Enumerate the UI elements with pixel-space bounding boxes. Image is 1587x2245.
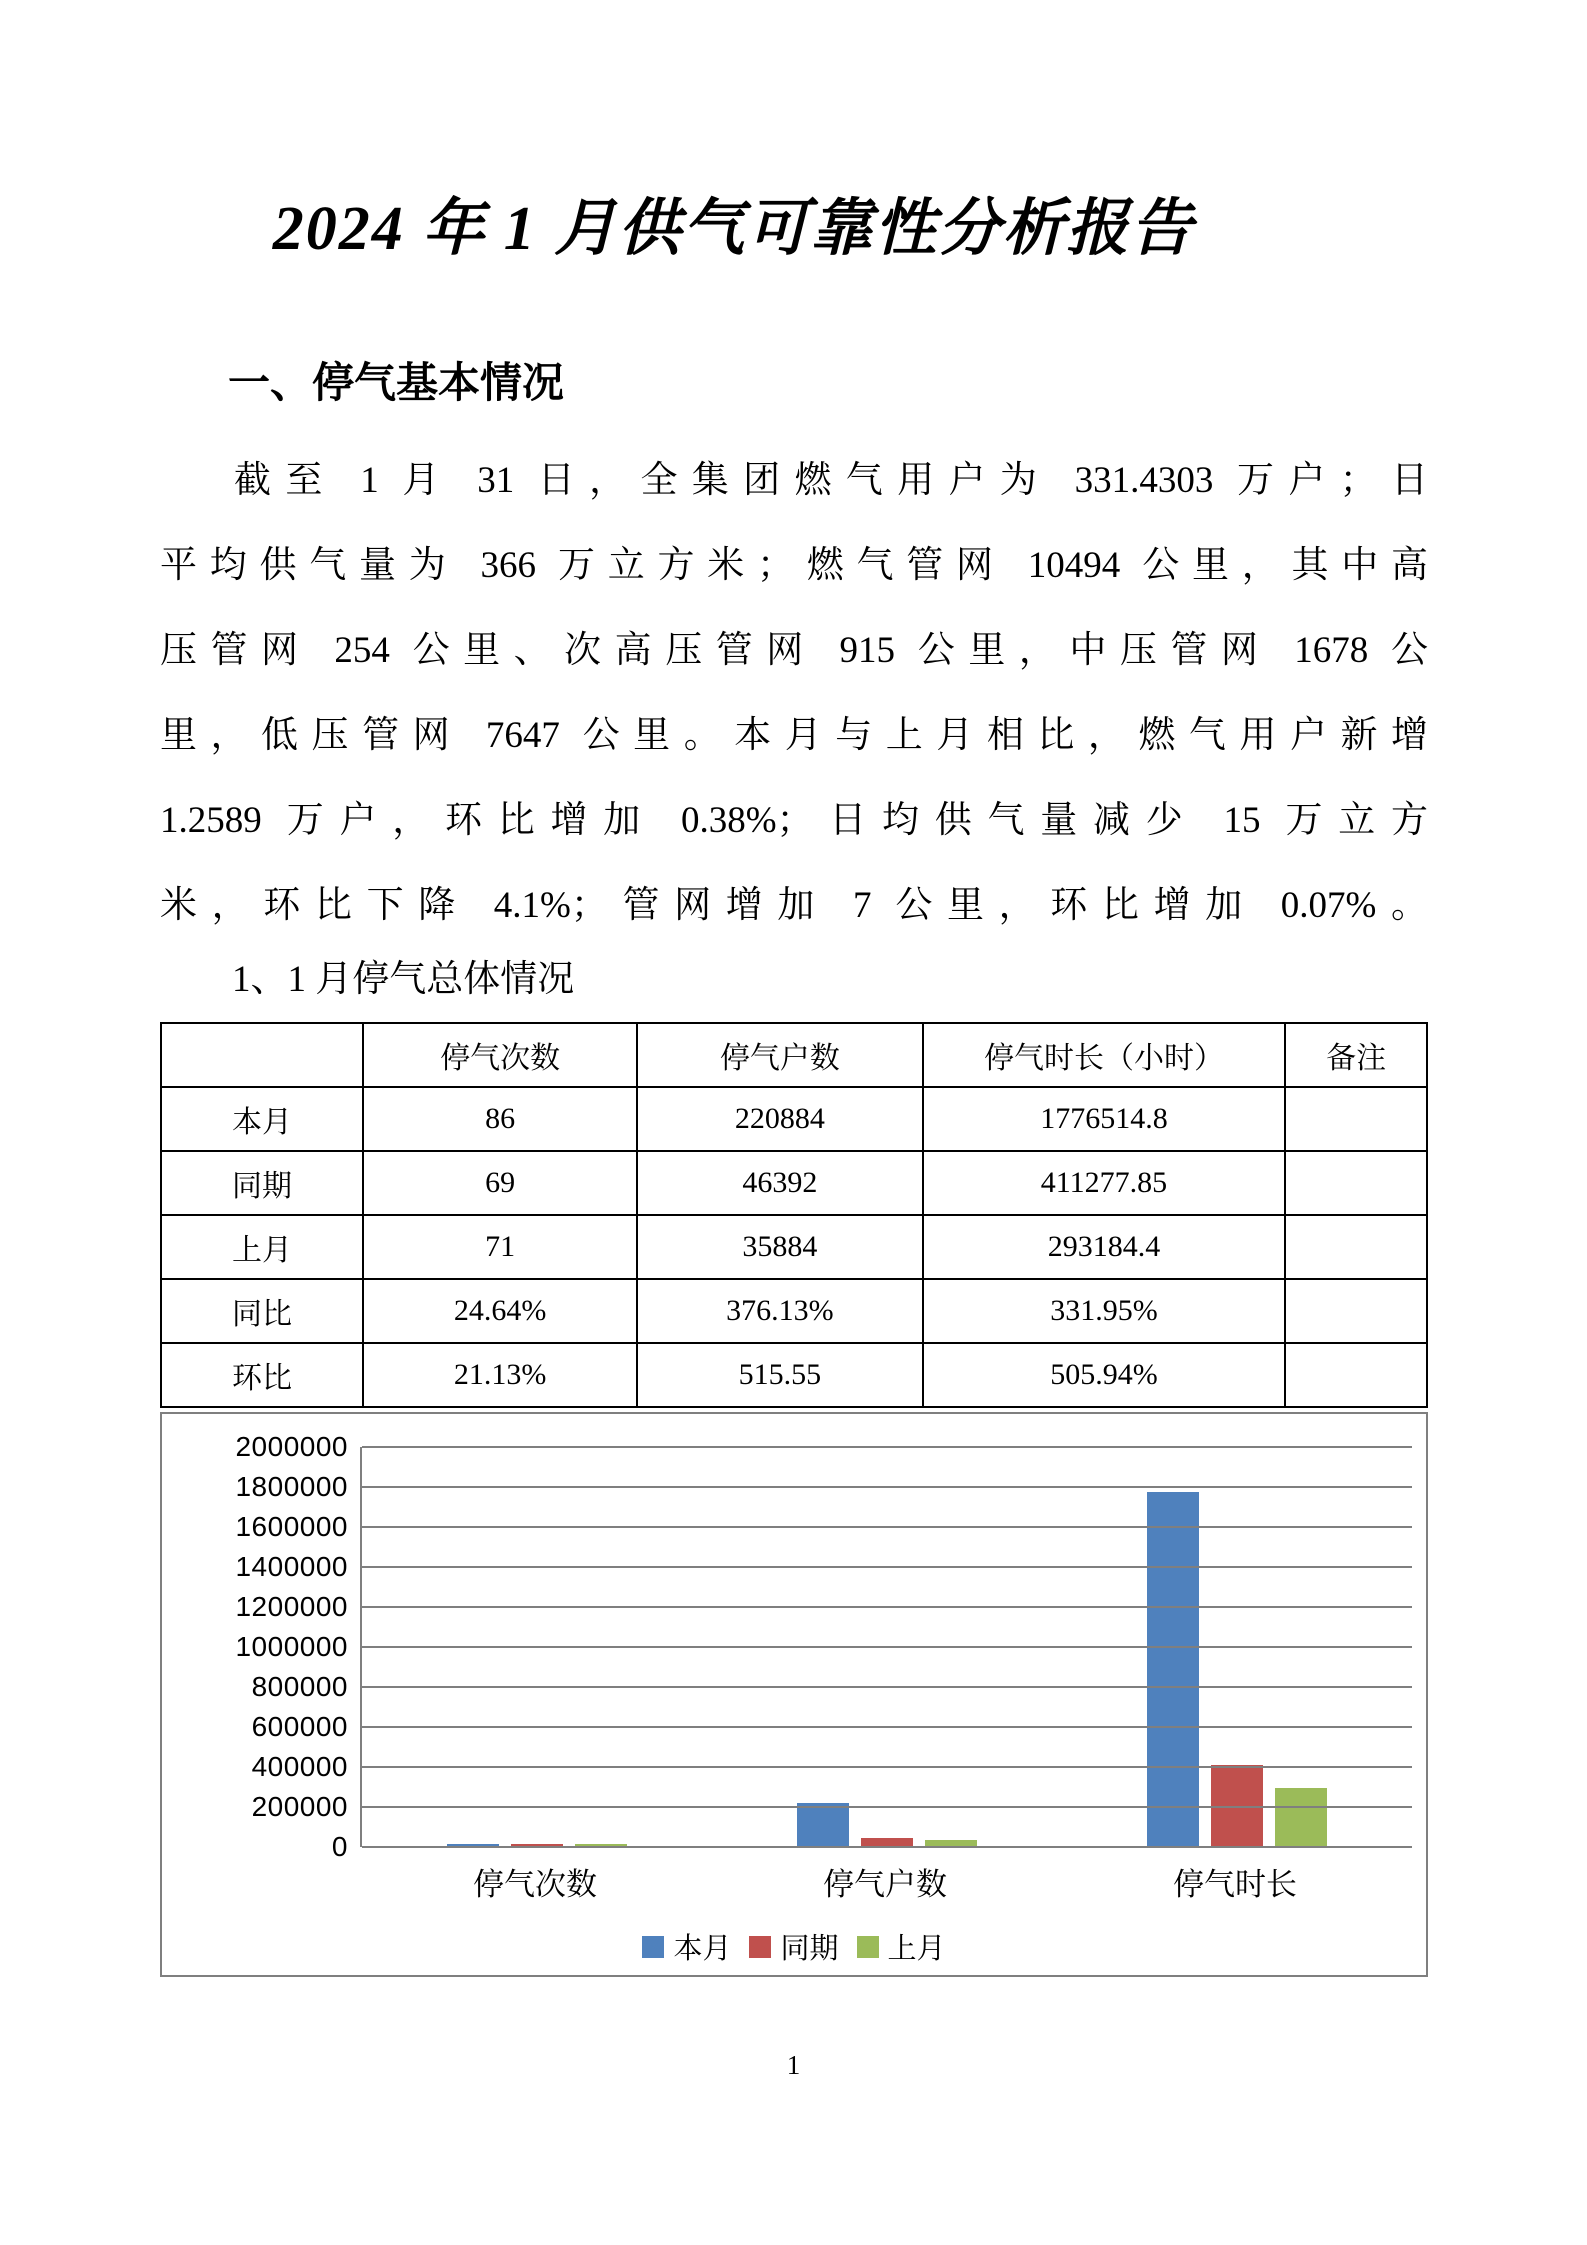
- bar-本月-停气户数: [797, 1803, 849, 1847]
- table-row: [161, 1087, 1427, 1151]
- bar-本月-停气时长: [1147, 1492, 1199, 1847]
- paragraph-line: 米，环比下降 4.1%；管网增加 7 公里，环比增加 0.07%。: [160, 885, 1428, 926]
- paragraph-line: 截至 1 月 31 日，全集团燃气用户为 331.4303 万户；日: [234, 460, 1428, 501]
- outage-bar-chart: [160, 1412, 1428, 1977]
- header-cell-hours: 停气时长（小时）: [923, 1023, 1286, 1087]
- row-label: 同期: [161, 1151, 363, 1215]
- y-tick-label: 400000: [251, 1751, 348, 1782]
- gridline: [362, 1446, 1412, 1448]
- gridline: [362, 1526, 1412, 1528]
- cell: 293184.4: [923, 1215, 1286, 1279]
- legend-item: [857, 1926, 946, 1967]
- cell: [1285, 1343, 1427, 1407]
- legend-label: 本月: [673, 1933, 732, 1965]
- section-heading: 一、停气基本情况: [228, 359, 565, 406]
- table-row: [161, 1151, 1427, 1215]
- cell: 24.64%: [363, 1279, 637, 1343]
- legend-swatch: [749, 1936, 771, 1958]
- chart-y-axis: [162, 1431, 348, 1862]
- page-title: 2024 年 1 月供气可靠性分析报告: [272, 195, 1195, 263]
- x-category-label: 停气户数: [823, 1867, 947, 1902]
- chart-legend: [162, 1926, 1426, 1967]
- x-category-label: 停气次数: [473, 1867, 597, 1902]
- cell: 1776514.8: [923, 1087, 1286, 1151]
- gridline: [362, 1686, 1412, 1688]
- y-tick-label: 600000: [251, 1711, 348, 1742]
- y-tick-label: 1600000: [235, 1511, 348, 1542]
- bar-上月-停气时长: [1275, 1788, 1327, 1847]
- paragraph-line: 压管网 254 公里、次高压管网 915 公里，中压管网 1678 公: [160, 630, 1428, 671]
- y-tick-label: 200000: [251, 1791, 348, 1822]
- header-cell-note: 备注: [1285, 1023, 1427, 1087]
- y-tick-label: 1800000: [235, 1471, 348, 1502]
- cell: 69: [363, 1151, 637, 1215]
- y-tick-label: 1000000: [235, 1631, 348, 1662]
- gridline: [362, 1486, 1412, 1488]
- table-row: [161, 1279, 1427, 1343]
- cell: 331.95%: [923, 1279, 1286, 1343]
- cell: [1285, 1215, 1427, 1279]
- cell: 515.55: [637, 1343, 922, 1407]
- chart-plot-area: [360, 1447, 1412, 1847]
- cell: 505.94%: [923, 1343, 1286, 1407]
- cell: 21.13%: [363, 1343, 637, 1407]
- gridline: [362, 1726, 1412, 1728]
- legend-swatch: [642, 1936, 664, 1958]
- table-row: [161, 1343, 1427, 1407]
- chart-x-axis: [360, 1859, 1410, 1904]
- cell: 220884: [637, 1087, 922, 1151]
- gridline: [362, 1806, 1412, 1808]
- x-category-label: 停气时长: [1173, 1867, 1297, 1902]
- legend-item: [642, 1926, 731, 1967]
- legend-label: 同期: [780, 1933, 839, 1965]
- cell: 35884: [637, 1215, 922, 1279]
- cell: 86: [363, 1087, 637, 1151]
- legend-item: [749, 1926, 838, 1967]
- row-label: 上月: [161, 1215, 363, 1279]
- outage-summary-table: [160, 1022, 1428, 1408]
- y-tick-label: 2000000: [235, 1431, 348, 1462]
- cell: [1285, 1279, 1427, 1343]
- table-header-row: [161, 1023, 1427, 1087]
- row-label: 环比: [161, 1343, 363, 1407]
- paragraph-line: 1.2589 万户，环比增加 0.38%；日均供气量减少 15 万立方: [160, 800, 1428, 841]
- table-row: [161, 1215, 1427, 1279]
- paragraph-line: 里，低压管网 7647 公里。本月与上月相比，燃气用户新增: [160, 715, 1428, 756]
- cell: [1285, 1087, 1427, 1151]
- sub-heading: 1、1 月停气总体情况: [232, 959, 575, 1000]
- gridline: [362, 1766, 1412, 1768]
- y-tick-label: 1200000: [235, 1591, 348, 1622]
- body-paragraph: [160, 438, 1428, 948]
- y-tick-label: 0: [331, 1831, 348, 1862]
- paragraph-line: 平均供气量为 366 万立方米；燃气管网 10494 公里，其中高: [160, 545, 1428, 586]
- cell: 376.13%: [637, 1279, 922, 1343]
- cell: 71: [363, 1215, 637, 1279]
- cell: 411277.85: [923, 1151, 1286, 1215]
- legend-label: 上月: [887, 1933, 946, 1965]
- cell: [1285, 1151, 1427, 1215]
- cell: 46392: [637, 1151, 922, 1215]
- header-cell-users: 停气户数: [637, 1023, 922, 1087]
- y-tick-label: 800000: [251, 1671, 348, 1702]
- gridline: [362, 1846, 1412, 1848]
- row-label: 本月: [161, 1087, 363, 1151]
- legend-swatch: [857, 1936, 879, 1958]
- row-label: 同比: [161, 1279, 363, 1343]
- gridline: [362, 1646, 1412, 1648]
- gridline: [362, 1566, 1412, 1568]
- page-number: 1: [786, 2050, 801, 2080]
- y-tick-label: 1400000: [235, 1551, 348, 1582]
- gridline: [362, 1606, 1412, 1608]
- header-cell-blank: [161, 1023, 363, 1087]
- header-cell-times: 停气次数: [363, 1023, 637, 1087]
